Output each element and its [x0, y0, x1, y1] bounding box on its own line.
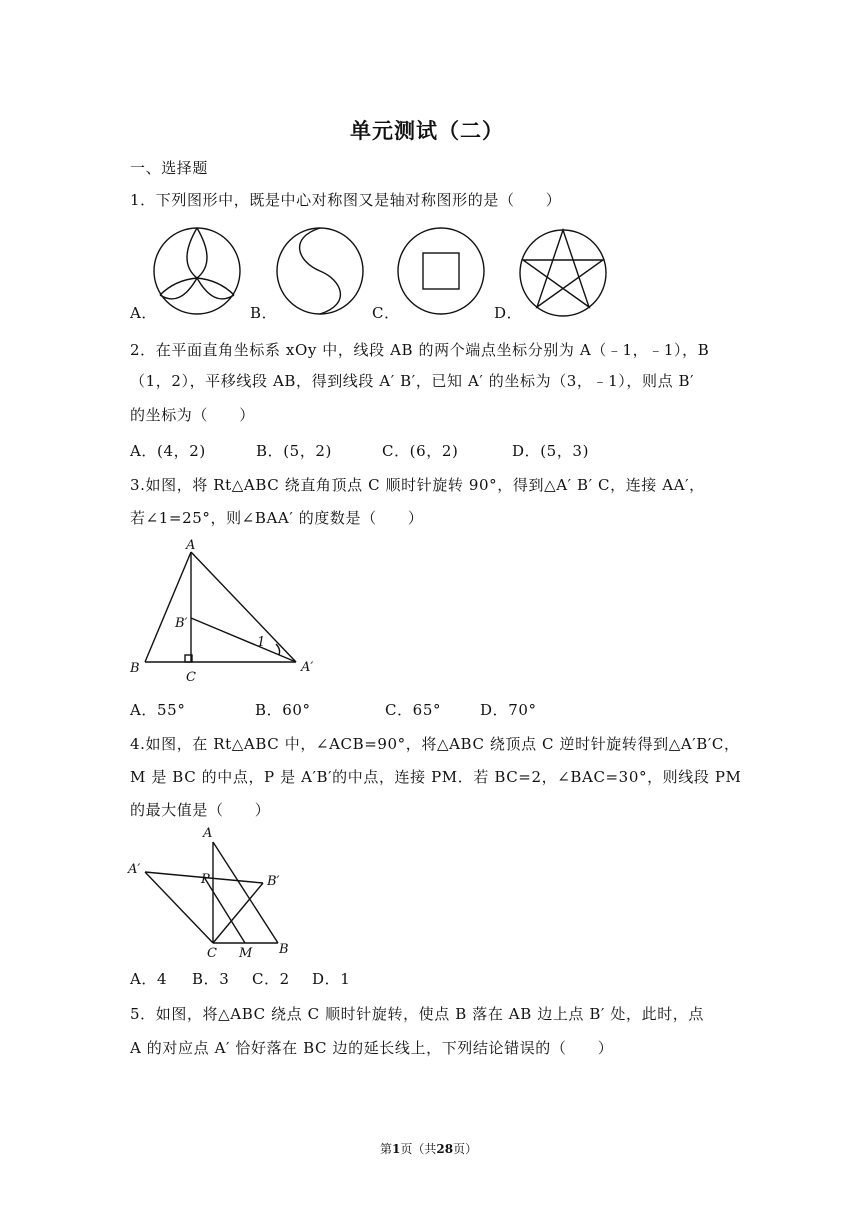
q4-label-m: M — [239, 946, 253, 961]
q3-label-a: A — [186, 538, 196, 553]
q3-option-c: C．65° — [385, 701, 442, 719]
q3-label-angle-1: 1 — [257, 635, 266, 650]
q2-line-3: 的坐标为（ ） — [130, 406, 255, 424]
q4-label-a-prime: A′ — [128, 862, 141, 877]
q2-line-2: （1，2），平移线段 AB，得到线段 A′ B′，已知 A′ 的坐标为（3，﹣1），则点 B′ — [130, 372, 695, 390]
q3-figure — [125, 535, 325, 685]
q3-label-b-prime: B′ — [175, 616, 188, 631]
q2-option-c: C．(6，2) — [382, 442, 459, 460]
q2-option-a: A．(4，2) — [130, 442, 206, 460]
footer-suffix: 页） — [453, 1142, 478, 1156]
q3-line-1: 3.如图，将 Rt△ABC 绕直角顶点 C 顺时针旋转 90°，得到△A′ B′ C，连接 AA′， — [130, 476, 705, 494]
q2-line-1: 2．在平面直角坐标系 xOy 中，线段 AB 的两个端点坐标分别为 A（﹣1，﹣1），B — [130, 341, 710, 359]
section-heading: 一、选择题 — [130, 159, 209, 177]
q5-line-1: 5．如图，将△ABC 绕点 C 顺时针旋转，使点 B 落在 AB 边上点 B′ 处，此时，点 — [130, 1005, 704, 1023]
q1-option-c: C． — [372, 304, 400, 322]
page-title: 单元测试（二） — [350, 119, 504, 143]
q3-label-c: C — [186, 670, 196, 685]
q1-figure-b — [277, 228, 363, 314]
q4-label-p: P — [201, 872, 210, 887]
q1-option-d: D． — [494, 304, 523, 322]
q2-option-b: B．(5，2) — [256, 442, 333, 460]
q3-option-b: B．60° — [255, 701, 311, 719]
footer-middle: 页（共 — [400, 1142, 437, 1156]
q4-label-b-prime: B′ — [267, 874, 280, 889]
q4-option-b: B．3 — [192, 970, 230, 988]
q4-label-c: C — [207, 946, 217, 961]
q1-figure-a — [154, 228, 240, 314]
q5-line-2: A 的对应点 A′ 恰好落在 BC 边的延长线上，下列结论错误的（ ） — [130, 1039, 614, 1057]
q4-label-a: A — [203, 826, 213, 841]
q4-line-1: 4.如图，在 Rt△ABC 中，∠ACB=90°，将△ABC 绕顶点 C 逆时针旋转得到△A′B′C， — [130, 735, 740, 753]
q4-line-3: 的最大值是（ ） — [130, 801, 271, 819]
q4-line-2: M 是 BC 的中点，P 是 A′B′的中点，连接 PM．若 BC=2，∠BAC=30°，则线段 PM — [130, 768, 742, 786]
q4-option-a: A．4 — [130, 970, 168, 988]
q4-option-c: C．2 — [252, 970, 290, 988]
q2-option-d: D．(5，3) — [512, 442, 590, 460]
q1-option-b: B． — [250, 304, 278, 322]
q1-figure-c — [398, 228, 484, 314]
q3-label-a-prime: A′ — [301, 660, 314, 675]
q4-figure — [125, 825, 305, 965]
q3-option-a: A．55° — [130, 701, 186, 719]
q4-label-b: B — [279, 942, 289, 957]
q1-stem: 1．下列图形中，既是中心对称图又是轴对称图形的是（ ） — [130, 191, 562, 209]
footer-prefix: 第 — [380, 1142, 393, 1156]
q4-option-d: D．1 — [312, 970, 351, 988]
q3-label-b: B — [130, 661, 140, 676]
q3-line-2: 若∠1=25°，则∠BAA′ 的度数是（ ） — [130, 509, 424, 527]
page-footer — [380, 1140, 477, 1157]
footer-total-pages: 28 — [436, 1142, 454, 1156]
q1-option-a: A． — [130, 304, 158, 322]
q1-figure-d — [520, 230, 606, 316]
q3-option-d: D．70° — [480, 701, 537, 719]
footer-page-number: 1 — [392, 1142, 401, 1156]
